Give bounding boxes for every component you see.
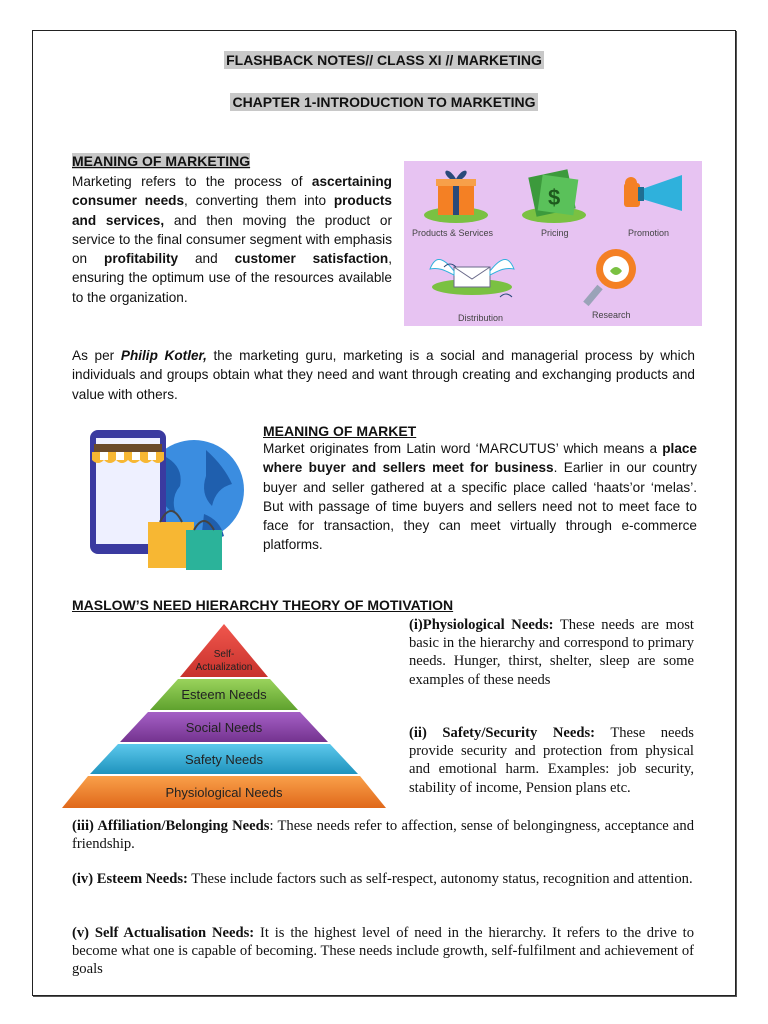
money-icon [522,169,586,223]
kotler-name: Philip Kotler, [120,348,207,363]
maslow-pyramid [62,622,387,810]
safety-needs-paragraph [409,724,694,797]
safety-label: (ii) Safety/Security Needs: [409,725,595,741]
esteem-needs-paragraph [72,870,694,888]
mm-bold-consumer-needs: ascertaining consumer needs [72,174,392,209]
ecommerce-illustration [86,426,246,576]
gift-box-icon [424,171,488,223]
megaphone-icon [624,175,682,211]
affiliation-text: : These needs refer to affection, sense of belongingness, acceptance and friendship. [72,818,694,853]
mm-bold-products-services: products and services, [72,193,392,228]
chapter-title [0,94,768,112]
physiological-label: (i)Physiological Needs: [409,617,554,633]
meaning-of-marketing-paragraph [72,172,392,307]
magnifier-icon [583,249,636,306]
market-bold-place: place where buyer and sellers meet for business [263,441,697,476]
self-actualisation-label: (v) Self Actualisation Needs: [72,925,255,941]
mm-text-5: , ensuring the optimum use of the resources available to the organization. [72,251,393,305]
distribution-envelope-icon [430,259,514,297]
document-title [0,52,768,70]
chapter-title-text: CHAPTER 1-INTRODUCTION TO MARKETING [232,94,536,110]
kotler-text-2: the marketing guru, marketing is a social and managerial process by which individuals and groups obtain what they need and want through creating and exchanging products and value with others. [72,348,695,402]
kotler-text-1: As per [72,348,121,363]
marketing-mix-illustration [404,161,702,326]
label-pricing: Pricing [541,228,569,238]
tier-physiological-label: Physiological Needs [165,785,283,800]
mm-text-1: Marketing refers to the process of [72,174,312,189]
meaning-of-marketing-heading: MEANING OF MARKETING [72,153,251,169]
meaning-of-marketing-section [72,153,392,307]
self-actualisation-text: It is the highest level of need in the hierarchy. It refers to the drive to become what one is capable of becoming. These needs include growth, self-fulfilment and achievement of goals [72,925,694,978]
mm-text-2: , converting them into [184,193,334,209]
physiological-text: These needs are most basic in the hierarchy and correspond to primary needs. Hunger, thirst, shelter, sleep are some examples of these needs [409,617,694,688]
tier-safety-label: Safety Needs [184,752,264,767]
svg-text:$: $ [548,185,561,210]
label-products-services: Products & Services [412,228,494,238]
market-text-2: . Earlier in our country buyer and seller gathered at a specific place called ‘haats’or ‘melas’. But with passage of time buyers and sellers need not to meet face to face for transaction, they can meet virtually through e-commerce platforms. [263,460,697,553]
maslow-pyramid-svg [62,622,387,810]
marketing-mix-icons [404,161,702,326]
mm-bold-customer-satisfaction: customer satisfaction [234,251,389,267]
esteem-text: These include factors such as self-respect, autonomy status, recognition and attention. [187,871,693,887]
tier-self-label-1: Self- [213,649,235,660]
esteem-label: (iv) Esteem Needs: [72,871,188,887]
tier-self-label-2: Actualization [195,662,253,673]
label-research: Research [592,310,631,320]
tier-esteem-label: Esteem Needs [181,687,267,702]
physiological-needs-paragraph [409,616,694,689]
affiliation-label: (iii) Affiliation/Belonging Needs [72,818,270,834]
mm-text-3: and then moving the product or service to the final consumer segment with emphasis on [72,212,392,267]
affiliation-needs-paragraph [72,817,694,853]
ecommerce-icons [86,426,246,576]
document-title-text: FLASHBACK NOTES// CLASS XI // MARKETING [226,52,542,68]
kotler-paragraph [72,346,695,404]
label-promotion: Promotion [628,228,670,238]
meaning-of-market-paragraph [263,439,697,555]
market-text-1: Market originates from Latin word ‘MARCUTUS’ which means a [263,441,663,456]
maslow-heading: MASLOW’S NEED HIERARCHY THEORY OF MOTIVATION [72,597,454,613]
self-actualisation-paragraph [72,924,694,979]
mm-text-4: and [178,251,235,267]
meaning-of-market-heading: MEANING OF MARKET [263,423,417,439]
mm-bold-profitability: profitability [104,251,179,267]
tier-social-label: Social Needs [185,720,263,735]
safety-text: These needs provide security and protection from physical and emotional harm. Examples: job security, stability of income, Pension plans etc. [409,725,694,796]
label-distribution: Distribution [458,313,504,323]
meaning-of-market-section [263,423,697,555]
